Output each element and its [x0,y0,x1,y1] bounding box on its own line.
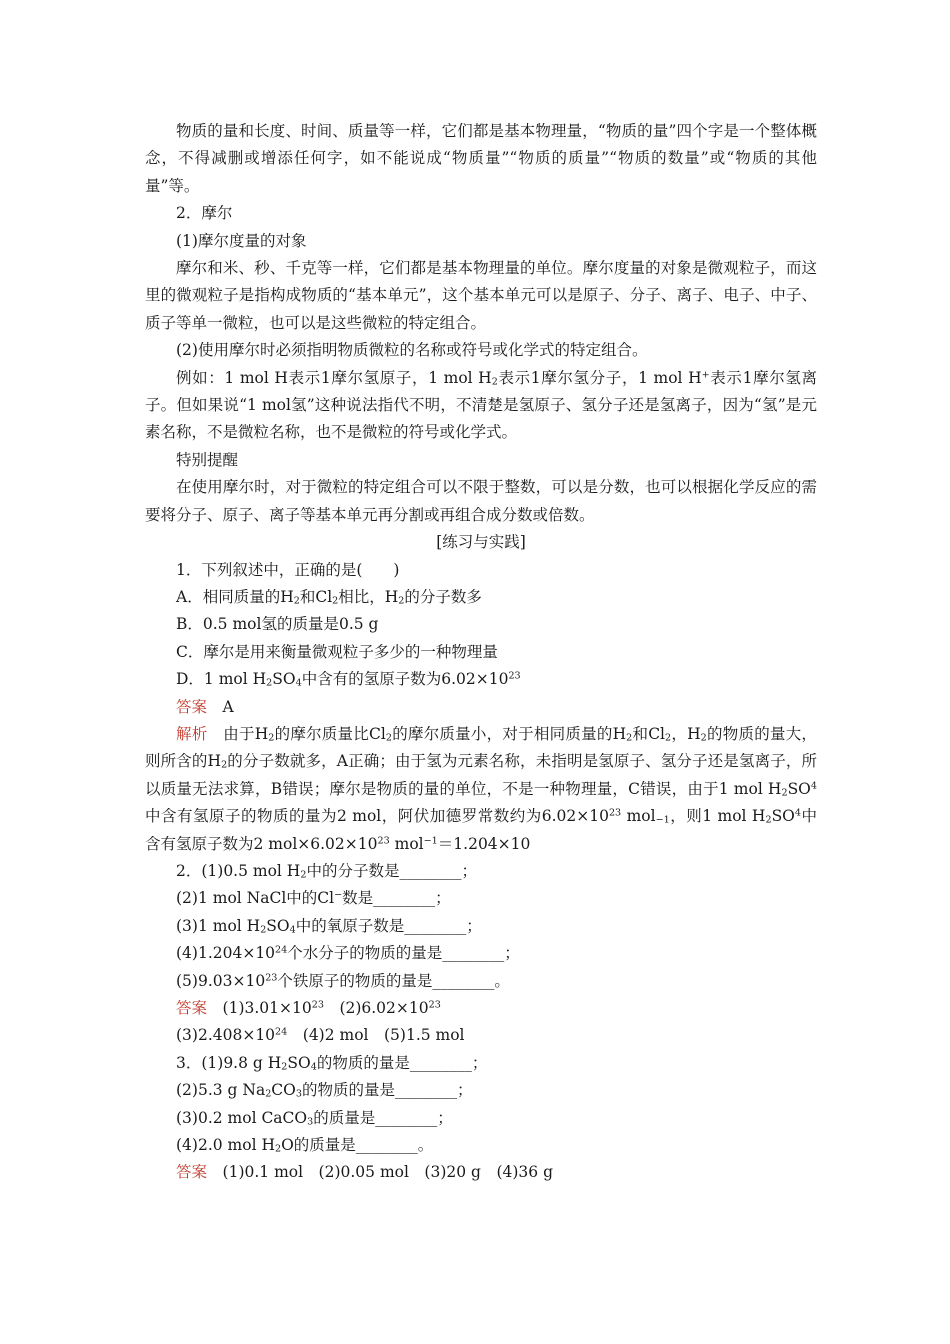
document-page [145,118,817,1187]
paragraph-example: 例如：1 mol H表示1摩尔氢原子，1 mol $H_2$表示1摩尔氢分子，1 mol H+表示1摩尔氢离子。但如果说“1 mol氢”这种说法指代不明，不清楚是氢原子、氢分子还是氢离子，因为“氢”是元素名称，不是微粒名称，也不是微粒的符号或化学式。 [145,368,817,442]
q3-line-1: 3．(1)9.8 g $H_2SO_4$的物质的量是________； [176,1053,488,1073]
q3-line-3: (3)0.2 mol CaCO$_3$的质量是________； [176,1108,453,1128]
q2-line-5: $(5)9.03\times 10^{23}$个铁原子的物质的量是________。 [176,971,510,990]
q2-answer-1: 答案 $(1)3.01\times 10^{23}$ $(2)6.02\times 10^{23}$ [176,999,441,1017]
heading-mole: 2．摩尔 [176,204,233,223]
q2-line-4: $(4)1.204\times 10^{24}$个水分子的物质的量是________； [176,944,520,963]
q1-stem: 1．下列叙述中，正确的是( ) [176,560,400,579]
q2-line-1: 2．(1)0.5 mol $H_2$中的分子数是________； [176,861,477,881]
q2-line-2: (2)1 mol NaCl中的Cl−数是________； [176,889,451,908]
tip-title: 特别提醒 [176,450,239,469]
q3-line-4: (4)2.0 mol $H_2O$的质量是________。 [176,1136,434,1155]
section-title: [练习与实践] [436,533,526,552]
q1-option-b: B．0.5 mol氢的质量是0.5 g [176,615,379,634]
analysis-label: 解析 [176,724,208,743]
q1-option-c: C．摩尔是用来衡量微观粒子多少的一种物理量 [176,642,498,661]
q1-answer: 答案 A [176,697,234,716]
q1-option-a: A．相同质量的$H_2$和$Cl_2$相比，$H_2$的分子数多 [176,587,482,607]
answer-label: 答案 [176,999,208,1017]
q1-analysis: 解析 由于$H_2$的摩尔质量比$Cl_2$的摩尔质量小，对于相同质量的$H_2$和$Cl_2$，$H_2$的物质的量大，则所含的$H_2$的分子数就多，A正确；由于氢为元素名称，未指明是氢原子、氢分子还是氢离子，所以质量无法求算，B错误；摩尔是物质的量的单位，不是一种物理量，C错误，由于1 mol $H_2SO^4$中含有氢原子的物质的量为2 mol，阿伏加德罗常数约为$6.02\times 10^{23}$ mol$_{-1}$，则1 mol $H_2SO^4$中含有氢原子数为2 $mol\times 6.02\times 10^{23}$ mol$^{-1}$＝1.204×10 [145,724,817,853]
q3-answer: 答案 (1)0.1 mol (2)0.05 mol (3)20 g (4)36 g [176,1163,553,1182]
q3-line-2: (2)5.3 g $Na_2CO_3$的物质的量是________； [176,1081,473,1100]
q2-line-3: (3)1 mol $H_2SO_4$中的氧原子数是________； [176,916,482,936]
tip-text: 在使用摩尔时，对于微粒的特定组合可以不限于整数，可以是分数，也可以根据化学反应的需要将分子、原子、离子等基本单元再分割或再组合成分数或倍数。 [145,478,817,524]
paragraph-amount-of-substance: 物质的量和长度、时间、质量等一样，它们都是基本物理量，“物质的量”四个字是一个整体概念，不得减删或增添任何字，如不能说成“物质量”“物质的质量”“物质的数量”或“物质的其他量”等。 [145,122,817,195]
answer-label: 答案 [176,1163,208,1182]
paragraph-mole-object: 摩尔和米、秒、千克等一样，它们都是基本物理量的单位。摩尔度量的对象是微观粒子，而这里的微观粒子是指构成物质的“基本单元”，这个基本单元可以是原子、分子、离子、电子、中子、质子等单一微粒，也可以是这些微粒的特定组合。 [145,259,817,332]
subheading-mole-usage: (2)使用摩尔时必须指明物质微粒的名称或符号或化学式的特定组合。 [176,341,648,360]
q2-answer-2: $(3)2.408\times 10^{24}$ (4)2 mol (5)1.5 mol [176,1026,465,1045]
q1-option-d: D．1 mol $H_2SO_4$中含有的氢原子数为$6.02\times 10^{23}$ [176,670,521,689]
subheading-mole-object: (1)摩尔度量的对象 [176,231,307,250]
answer-label: 答案 [176,697,208,716]
